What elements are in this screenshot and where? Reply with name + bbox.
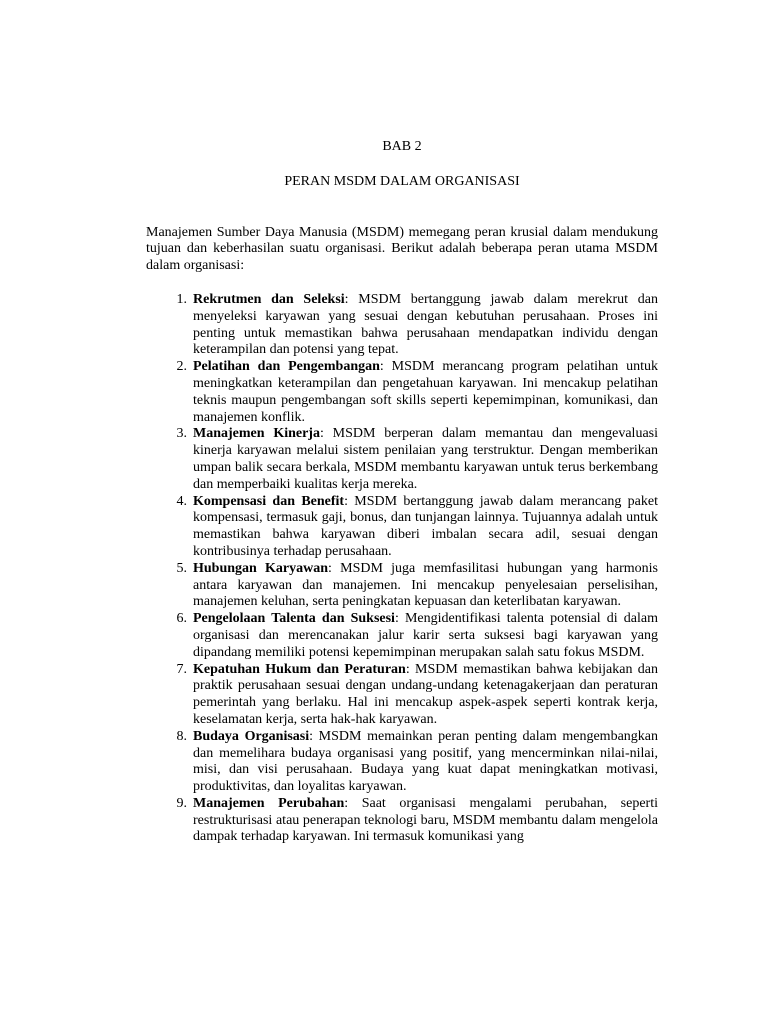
list-item-number: 7. [176, 661, 187, 677]
list-item [146, 292, 658, 359]
list-item-term: Hubungan Karyawan [193, 560, 329, 576]
list-item-term: Rekrutmen dan Seleksi [193, 291, 345, 307]
page-content [146, 135, 658, 846]
list-item [146, 729, 658, 796]
list-item-number: 1. [176, 291, 187, 307]
list-item [146, 662, 658, 729]
roles-list [146, 292, 658, 846]
list-item [146, 611, 658, 661]
list-item-number: 3. [176, 426, 187, 442]
list-item-term: Manajemen Kinerja [193, 426, 320, 442]
list-item-number: 8. [176, 728, 187, 744]
list-item-text: : MSDM merancang program pelatihan untuk meningkatkan keterampilan dan pengetahuan karyawan. Ini mencakup pelatihan teknis maupun pengembangan soft skills seperti kepemimpinan, komunikasi, dan manajemen konflik. [193, 359, 659, 425]
list-item [146, 426, 658, 493]
chapter-heading: BAB 2 [382, 139, 422, 154]
list-item-text: : Mengidentifikasi talenta potensial di dalam organisasi dan merencanakan jalur karir serta suksesi bagi karyawan yang dipandang memiliki potensi kepemimpinan merupakan salah satu fokus MSDM. [193, 611, 658, 660]
list-item-number: 9. [176, 795, 187, 811]
list-item-term: Budaya Organisasi [193, 728, 310, 744]
list-item-text: : MSDM juga memfasilitasi hubungan yang harmonis antara karyawan dan manajemen. Ini mencakup penyelesaian perselisihan, manajemen keluhan, serta peningkatan kepuasan dan keterlibatan karyawan. [193, 560, 658, 610]
list-item [146, 359, 658, 426]
list-item-number: 2. [176, 359, 187, 375]
list-item-text: : MSDM bertanggung jawab dalam merancang paket kompensasi, termasuk gaji, bonus, dan tunjangan lainnya. Tujuannya adalah untuk memastikan bahwa karyawan diberi imbalan secara adil, sesuai dengan kontribusinya terhadap perusahaan. [193, 493, 658, 559]
list-item-term: Pelatihan dan Pengembangan [193, 359, 380, 375]
list-item [146, 796, 658, 846]
list-item-text: : MSDM berperan dalam memantau dan mengevaluasi kinerja karyawan melalui sistem penilaian yang terstruktur. Dengan memberikan umpan balik secara berkala, MSDM membantu karyawan untuk terus berkembang dan memperbaiki kualitas kerja mereka. [193, 426, 658, 492]
list-item-text: : MSDM memastikan bahwa kebijakan dan praktik perusahaan sesuai dengan undang-undang ketenagakerjaan dan peraturan pemerintah yang berlaku. Hal ini mencakup aspek-aspek seperti kontrak kerja, keselamatan kerja, serta hak-hak karyawan. [193, 661, 658, 727]
list-item [146, 494, 658, 561]
list-item-number: 4. [176, 493, 187, 509]
list-item-text: : MSDM bertanggung jawab dalam merekrut dan menyeleksi karyawan yang sesuai dengan kebutuhan perusahaan. Proses ini penting untuk memastikan bahwa perusahaan mendapatkan individu dengan keterampilan dan potensi yang tepat. [193, 291, 659, 358]
list-item [146, 561, 658, 611]
list-item-term: Kepatuhan Hukum dan Peraturan [193, 661, 406, 677]
list-item-text: : MSDM memainkan peran penting dalam mengembangkan dan memelihara budaya organisasi yang positif, yang mencerminkan nilai-nilai, misi, dan visi perusahaan. Budaya yang kuat dapat meningkatkan motivasi, produktivitas, dan loyalitas karyawan. [193, 728, 658, 795]
list-item-number: 5. [176, 560, 187, 576]
list-item-term: Kompensasi dan Benefit [193, 493, 345, 509]
list-item-number: 6. [176, 611, 187, 627]
list-item-text: : Saat organisasi mengalami perubahan, seperti restrukturisasi atau penerapan teknologi baru, MSDM membantu dalam mengelola dampak terhadap karyawan. Ini termasuk komunikasi yang [193, 795, 658, 845]
intro-paragraph: Manajemen Sumber Daya Manusia (MSDM) memegang peran krusial dalam mendukung tujuan dan keberhasilan suatu organisasi. Berikut adalah beberapa peran utama MSDM dalam organisasi: [146, 224, 658, 274]
list-item-term: Pengelolaan Talenta dan Suksesi [193, 611, 395, 627]
chapter-title: PERAN MSDM DALAM ORGANISASI [284, 173, 520, 189]
list-item-term: Manajemen Perubahan [193, 795, 345, 811]
